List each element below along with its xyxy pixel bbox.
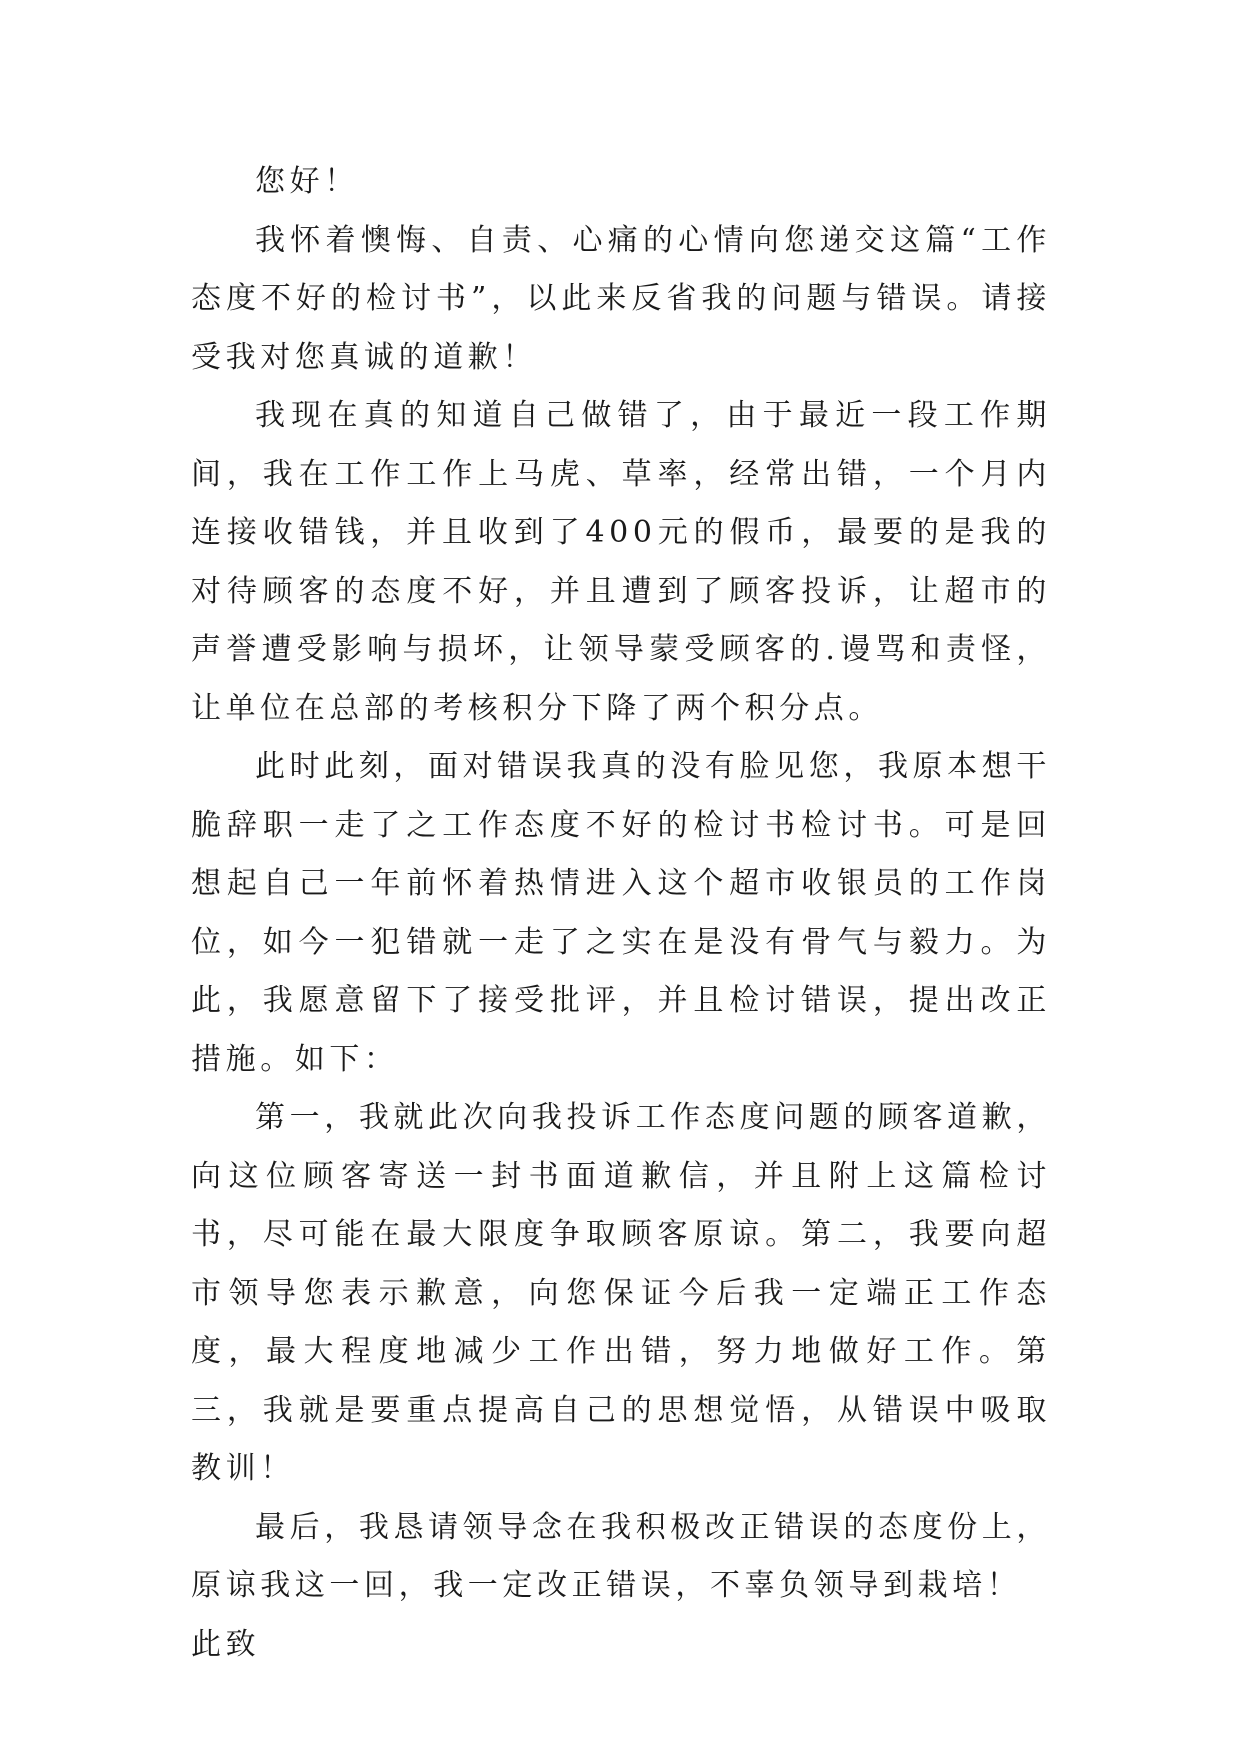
closing: 此致 xyxy=(191,1626,261,1662)
paragraph-mistakes: 我现在真的知道自己做错了，由于最近一段工作期间，我在工作工作上马虎、草率，经常出错，一个月内连接收错钱，并且收到了400元的假币，最要的是我的对待顾客的态度不好，并且遭到了顾客投诉，让超市的声誉遭受影响与损坏，让领导蒙受顾客的.谩骂和责怪，让单位在总部的考核积分下降了两个积分点。 xyxy=(191,398,1051,726)
greeting: 您好！ xyxy=(255,164,359,199)
paragraph-reflection: 此时此刻，面对错误我真的没有脸见您，我原本想干脆辞职一走了之工作态度不好的检讨书检讨书。可是回想起自己一年前怀着热情进入这个超市收银员的工作岗位，如今一犯错就一走了之实在是没有骨气与毅力。为此，我愿意留下了接受批评，并且检讨错误，提出改正措施。如下： xyxy=(191,749,1051,1077)
paragraph-intro: 我怀着懊悔、自责、心痛的心情向您递交这篇“工作态度不好的检讨书”，以此来反省我的问题与错误。请接受我对您真诚的道歉！ xyxy=(191,222,1051,375)
paragraph-measures: 第一，我就此次向我投诉工作态度问题的顾客道歉，向这位顾客寄送一封书面道歉信，并且附上这篇检讨书，尽可能在最大限度争取顾客原谅。第二，我要向超市领导您表示歉意，向您保证今后我一定端正工作态度，最大程度地减少工作出错，努力地做好工作。第三，我就是要重点提高自己的思想觉悟，从错误中吸取教训！ xyxy=(191,1100,1051,1486)
letter-body xyxy=(191,153,1051,1674)
paragraph-final-plea: 最后，我恳请领导念在我积极改正错误的态度份上，原谅我这一回，我一定改正错误，不辜负领导到栽培！ xyxy=(191,1509,1051,1603)
